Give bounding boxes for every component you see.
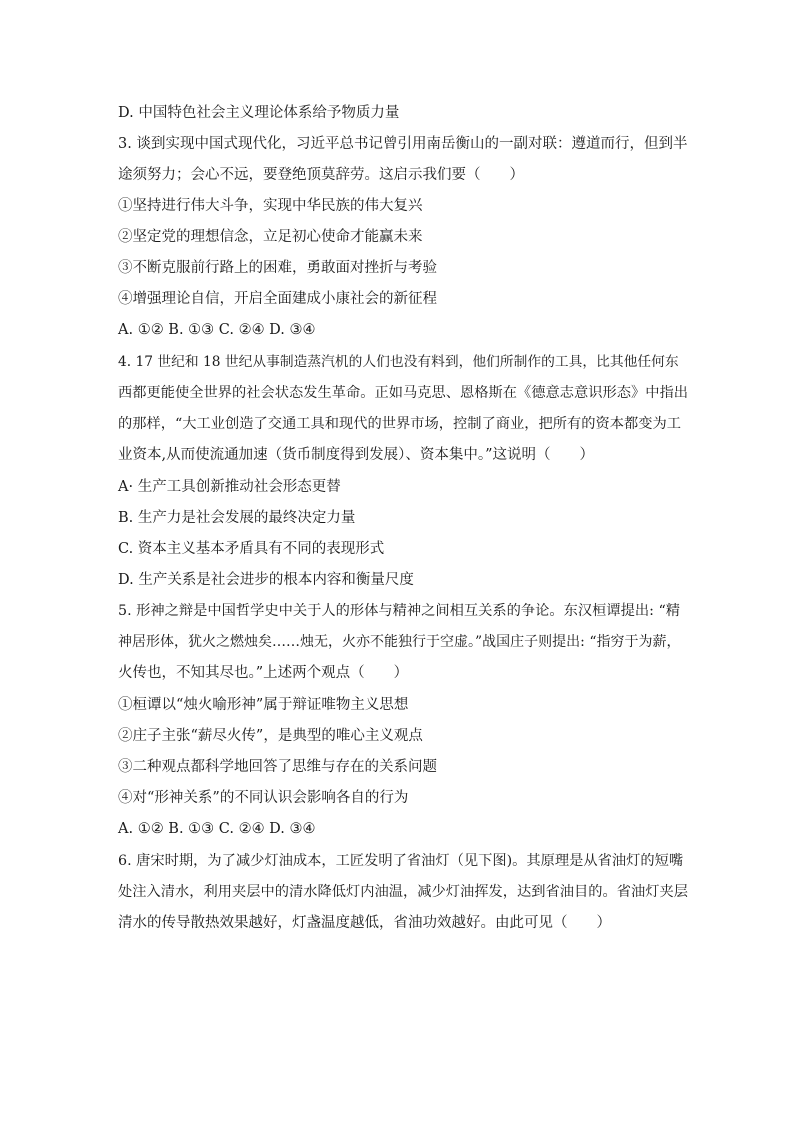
question-6-line-1: 6. 唐宋时期，为了减少灯油成本，工匠发明了省油灯（见下图)。其原理是从省油灯的短嘴 [118, 853, 684, 869]
question-6-line-2: 处注入清水，利用夹层中的清水降低灯内油温，减少灯油挥发，达到省油目的。省油灯夹层 [118, 884, 689, 900]
question-5-line-2: 神居形体，犹火之燃烛矣……烛无，火亦不能独行于空虚。”战国庄子则提出: “指穷于为薪， [118, 634, 681, 650]
q3-options: A. ①② B. ①③ C. ②④ D. ③④ [118, 322, 316, 338]
q3-statement-3: ③不断克服前行路上的困难，勇敢面对挫折与考验 [118, 260, 437, 276]
question-4-line-2: 西都更能使全世界的社会状态发生革命。正如马克思、恩格斯在《德意志意识形态》中指出 [118, 385, 689, 401]
question-3-line-1: 3. 谈到实现中国式现代化，习近平总书记曾引用南岳衡山的一副对联：遵道而行，但到半 [118, 136, 688, 152]
q3-statement-2: ②坚定党的理想信念，立足初心使命才能赢未来 [118, 229, 423, 245]
q4-option-d: D. 生产关系是社会进步的根本内容和衡量尺度 [118, 572, 414, 588]
q4-option-a: A· 生产工具创新推动社会形态更替 [118, 479, 341, 495]
q5-options: A. ①② B. ①③ C. ②④ D. ③④ [118, 821, 316, 837]
q4-option-b: B. 生产力是社会发展的最终决定力量 [118, 510, 356, 526]
q4-option-c: C. 资本主义基本矛盾具有不同的表现形式 [118, 541, 385, 557]
q5-statement-3: ③二种观点都科学地回答了思维与存在的关系问题 [118, 759, 437, 775]
question-3-line-2: 途须努力；会心不远，要登绝顶莫辞劳。这启示我们要（ ） [118, 167, 524, 183]
question-5-line-3: 火传也，不知其尽也。”上述两个观点（ ） [118, 665, 409, 681]
q3-statement-1: ①坚持进行伟大斗争，实现中华民族的伟大复兴 [118, 198, 423, 214]
question-6-line-3: 清水的传导散热效果越好，灯盏温度越低，省油功效越好。由此可见（ ） [118, 915, 611, 931]
question-4-line-3: 的那样，“大工业创造了交通工具和现代的世界市场，控制了商业，把所有的资本都变为工 [118, 416, 682, 432]
option-d-q2: D. 中国特色社会主义理论体系给予物质力量 [118, 105, 400, 121]
q5-statement-4: ④对“形神关系”的不同认识会影响各自的行为 [118, 790, 409, 806]
question-4-line-1: 4. 17 世纪和 18 世纪从事制造蒸汽机的人们也没有料到，他们所制作的工具，比其他任何东 [118, 354, 679, 370]
question-5-line-1: 5. 形神之辩是中国哲学史中关于人的形体与精神之间相互关系的争论。东汉桓谭提出: “精 [118, 603, 680, 619]
q3-statement-4: ④增强理论自信，开启全面建成小康社会的新征程 [118, 291, 437, 307]
q5-statement-1: ①桓谭以“烛火喻形神”属于辩证唯物主义思想 [118, 697, 409, 713]
question-4-line-4: 业资本,从而使流通加速（货币制度得到发展）、资本集中。”这说明（ ） [118, 447, 595, 463]
q5-statement-2: ②庄子主张“薪尽火传”，是典型的唯心主义观点 [118, 728, 423, 744]
